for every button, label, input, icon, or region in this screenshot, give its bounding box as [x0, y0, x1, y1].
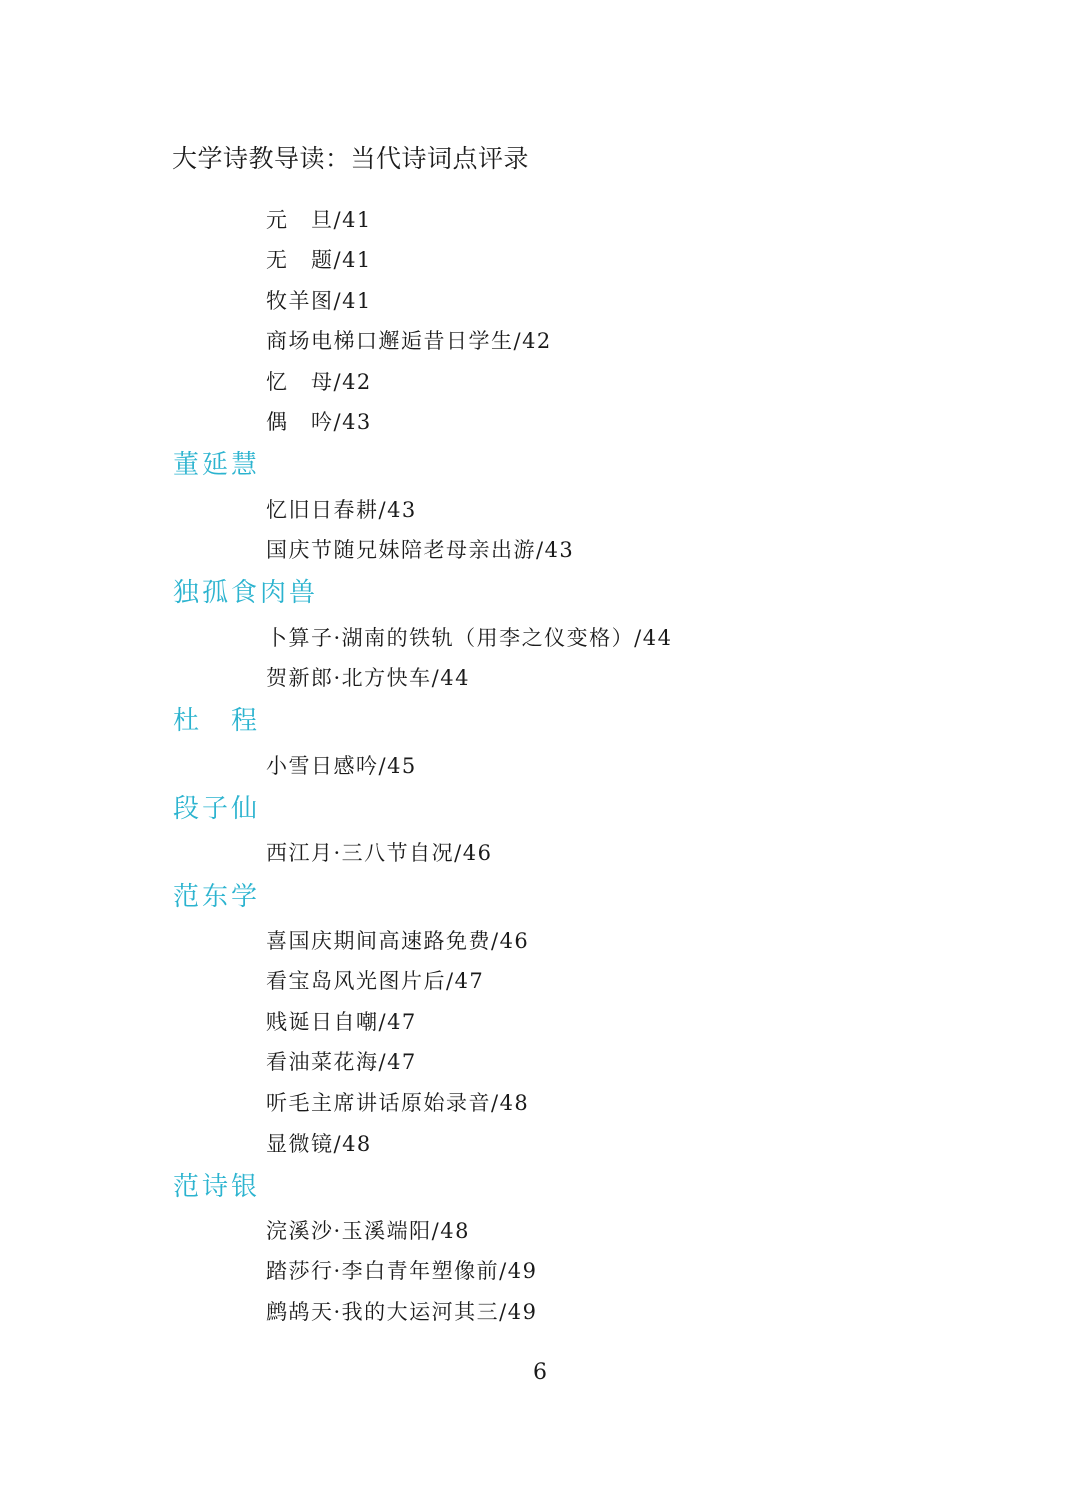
toc-entry: 无 题/41 — [266, 248, 372, 272]
toc-entry: 鹧鸪天·我的大运河其三/49 — [266, 1300, 538, 1324]
toc-entry: 小雪日感吟/45 — [266, 754, 417, 778]
toc-entry: 贺新郎·北方快车/44 — [266, 666, 470, 690]
toc-entry: 偶 吟/43 — [266, 410, 372, 434]
toc-entry: 听毛主席讲话原始录音/48 — [266, 1091, 530, 1115]
toc-entry: 看宝岛风光图片后/47 — [266, 969, 485, 993]
toc-entry: 踏莎行·李白青年塑像前/49 — [266, 1259, 538, 1283]
toc-entry: 显微镜/48 — [266, 1132, 372, 1156]
toc-author-heading: 董延慧 — [173, 450, 261, 480]
toc-entry: 贱诞日自嘲/47 — [266, 1010, 417, 1034]
page-number: 6 — [533, 1360, 547, 1385]
toc-author-heading: 段子仙 — [173, 794, 261, 824]
toc-entry: 忆 母/42 — [266, 370, 372, 394]
toc-entry: 卜算子·湖南的铁轨（用李之仪变格）/44 — [266, 626, 673, 650]
toc-author-heading: 范东学 — [173, 882, 261, 912]
toc-entry: 浣溪沙·玉溪端阳/48 — [266, 1219, 470, 1243]
toc-entry: 元 旦/41 — [266, 208, 372, 232]
toc-entry: 国庆节随兄妹陪老母亲出游/43 — [266, 538, 575, 562]
toc-entry: 看油菜花海/47 — [266, 1050, 417, 1074]
toc-author-heading: 范诗银 — [173, 1172, 261, 1202]
running-header-book-title: 大学诗教导读：当代诗词点评录 — [172, 144, 530, 173]
toc-author-heading: 杜 程 — [173, 706, 261, 736]
toc-entry: 忆旧日春耕/43 — [266, 498, 417, 522]
toc-author-heading: 独孤食肉兽 — [173, 578, 319, 608]
toc-entry: 商场电梯口邂逅昔日学生/42 — [266, 329, 552, 353]
toc-entry: 牧羊图/41 — [266, 289, 372, 313]
toc-entry: 西江月·三八节自况/46 — [266, 841, 493, 865]
toc-entry: 喜国庆期间高速路免费/46 — [266, 929, 530, 953]
